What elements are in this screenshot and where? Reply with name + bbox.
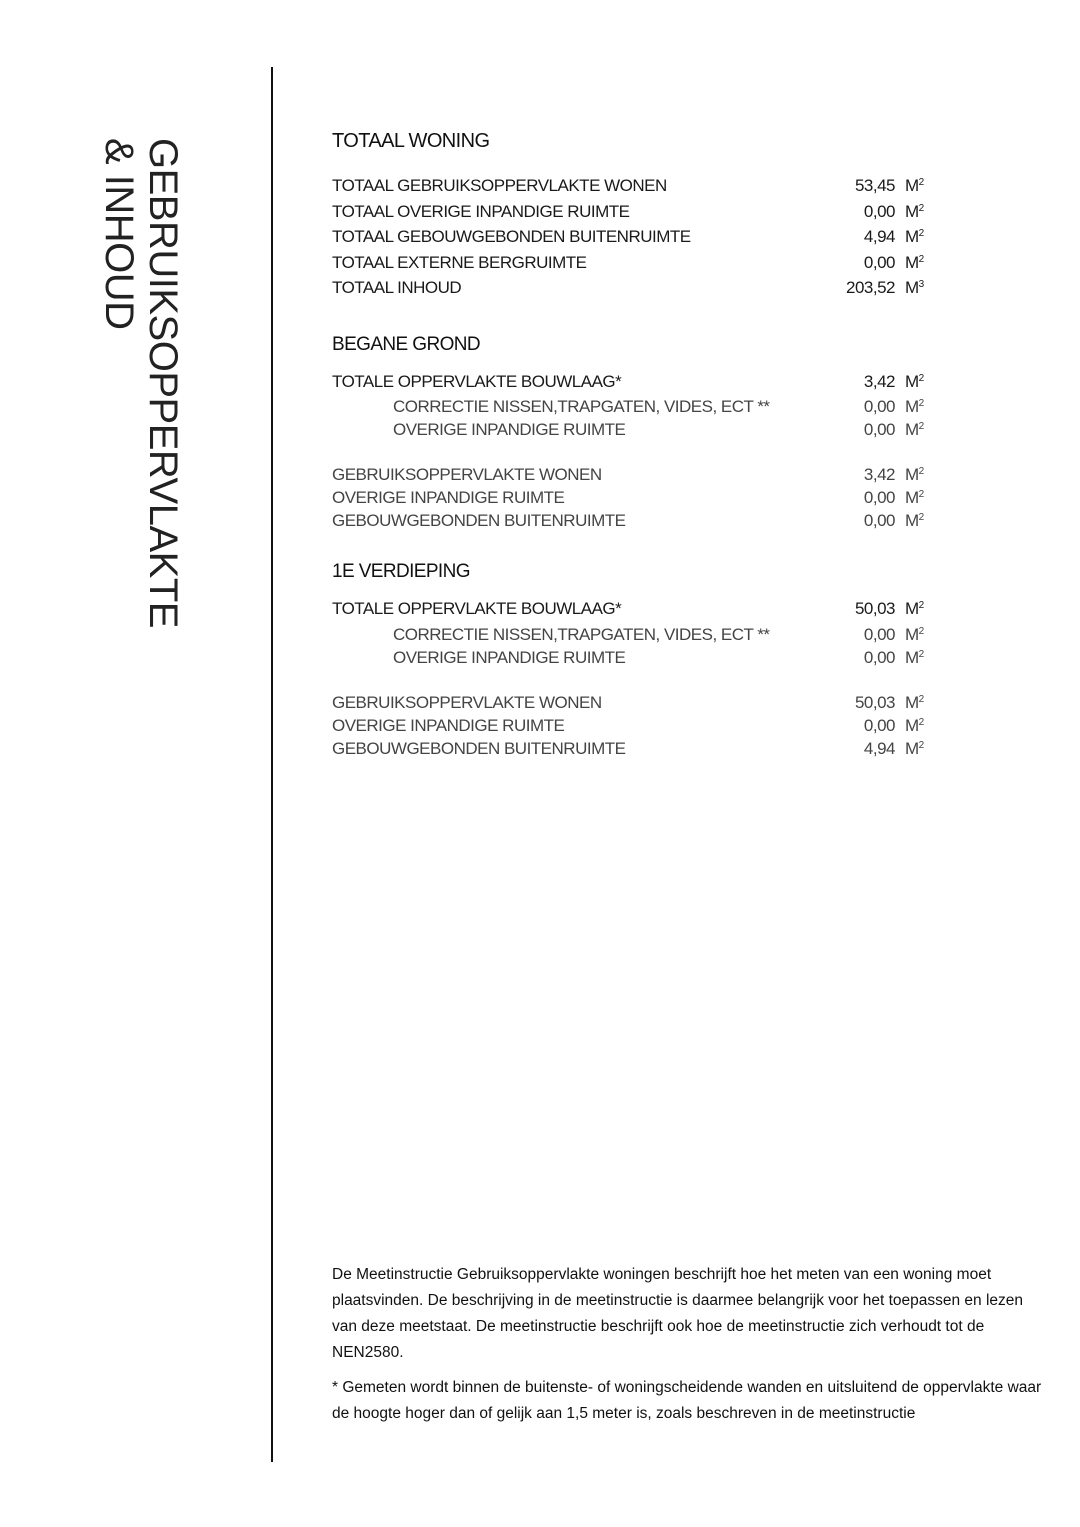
measurement-table [332, 130, 932, 762]
table-row [332, 693, 932, 716]
row-label: TOTAAL INHOUD [332, 278, 462, 297]
table-row [332, 625, 932, 648]
row-label: TOTALE OPPERVLAKTE BOUWLAAG* [332, 599, 622, 618]
row-value: 50,03 [854, 692, 895, 712]
side-title [95, 138, 185, 678]
row-unit: $M^2$ [905, 715, 924, 735]
table-row [332, 511, 932, 534]
row-label: TOTAAL GEBRUIKSOPPERVLAKTE WONEN [332, 176, 667, 195]
footer-paragraph-meetinstructie: De Meetinstructie Gebruiksoppervlakte woningen beschrijft hoe het meten van een woning moet plaatsvinden. De beschrijving in de meetinstructie is daarmee belangrijk voor het toepassen en lezen van deze meetstaat. De meetinstructie beschrijft ook hoe de meetinstructie zich verhoudt tot de NEN2580. [332, 1266, 1024, 1361]
row-unit: $M^2$ [905, 227, 924, 246]
row-label: GEBOUWGEBONDEN BUITENRUIMTE [332, 511, 626, 530]
row-value: 0,00 [863, 715, 895, 735]
row-label: GEBRUIKSOPPERVLAKTE WONEN [332, 465, 602, 484]
table-row [332, 227, 932, 253]
row-unit: $M^2$ [905, 176, 924, 195]
vertical-divider [271, 67, 273, 1462]
row-unit: $M^2$ [905, 488, 924, 507]
row-label: TOTAAL EXTERNE BERGRUIMTE [332, 252, 587, 272]
row-value: 3,42 [863, 371, 895, 391]
footer-notes [332, 1262, 1052, 1436]
table-row [332, 488, 932, 511]
section-heading-begane-grond: BEGANE GROND [332, 333, 480, 355]
side-title-line1: GEBRUIKSOPPERVLAKTE [141, 138, 185, 628]
row-value: 203,52 [846, 278, 895, 297]
row-unit: $M^2$ [905, 511, 924, 530]
table-row-total [332, 599, 932, 625]
row-unit: $M^2$ [905, 647, 924, 667]
row-label: TOTAAL OVERIGE INPANDIGE RUIMTE [332, 201, 630, 221]
row-label: GEBOUWGEBONDEN BUITENRUIMTE [332, 738, 626, 758]
table-row [332, 278, 932, 304]
row-value: 0,00 [863, 488, 895, 507]
table-row [332, 420, 932, 443]
table-row [332, 648, 932, 671]
row-unit: $M^2$ [905, 692, 924, 712]
row-value: 4,94 [863, 738, 895, 758]
row-value: 0,00 [863, 511, 895, 530]
table-row [332, 253, 932, 279]
row-value: 53,45 [854, 176, 895, 195]
row-unit: $M^2$ [905, 738, 924, 758]
row-value: 3,42 [863, 465, 895, 484]
row-unit: $M^2$ [905, 465, 924, 484]
row-unit: $M^2$ [905, 420, 924, 439]
row-unit: $M^2$ [905, 624, 924, 644]
table-row [332, 176, 932, 202]
row-value: 0,00 [863, 420, 895, 439]
row-value: 0,00 [863, 397, 895, 416]
row-label: OVERIGE INPANDIGE RUIMTE [393, 647, 626, 667]
row-label: OVERIGE INPANDIGE RUIMTE [332, 488, 565, 507]
footer-paragraph-footnote: * Gemeten wordt binnen de buitenste- of woningscheidende wanden en uitsluitend de oppervlakte waar de hoogte hoger dan of gelijk aan 1,5 meter is, zoals beschreven in de meetinstructie [332, 1379, 1042, 1422]
row-label: GEBRUIKSOPPERVLAKTE WONEN [332, 692, 602, 712]
row-label: TOTALE OPPERVLAKTE BOUWLAAG* [332, 371, 622, 391]
row-label: CORRECTIE NISSEN,TRAPGATEN, VIDES, ECT ** [393, 624, 770, 644]
side-title-line2: & INHOUD [97, 138, 141, 330]
row-unit: $M^3$ [905, 278, 924, 297]
section-heading-1e-verdieping: 1E VERDIEPING [332, 561, 470, 582]
row-unit: $M^2$ [905, 599, 924, 618]
row-value: 0,00 [863, 647, 895, 667]
row-value: 50,03 [854, 599, 895, 618]
row-value: 0,00 [863, 201, 895, 221]
row-value: 4,94 [863, 227, 895, 246]
table-row-total [332, 372, 932, 398]
row-label: CORRECTIE NISSEN,TRAPGATEN, VIDES, ECT ** [393, 397, 770, 416]
table-row [332, 202, 932, 228]
table-row [332, 716, 932, 739]
row-label: OVERIGE INPANDIGE RUIMTE [393, 420, 626, 439]
row-label: TOTAAL GEBOUWGEBONDEN BUITENRUIMTE [332, 227, 691, 246]
row-label: OVERIGE INPANDIGE RUIMTE [332, 715, 565, 735]
table-row [332, 465, 932, 488]
section-heading-totaal: TOTAAL WONING [332, 130, 490, 152]
table-row [332, 397, 932, 420]
row-unit: $M^2$ [905, 252, 924, 272]
row-value: 0,00 [863, 252, 895, 272]
row-unit: $M^2$ [905, 371, 924, 391]
row-value: 0,00 [863, 624, 895, 644]
table-row [332, 739, 932, 762]
row-unit: $M^2$ [905, 201, 924, 221]
row-unit: $M^2$ [905, 397, 924, 416]
